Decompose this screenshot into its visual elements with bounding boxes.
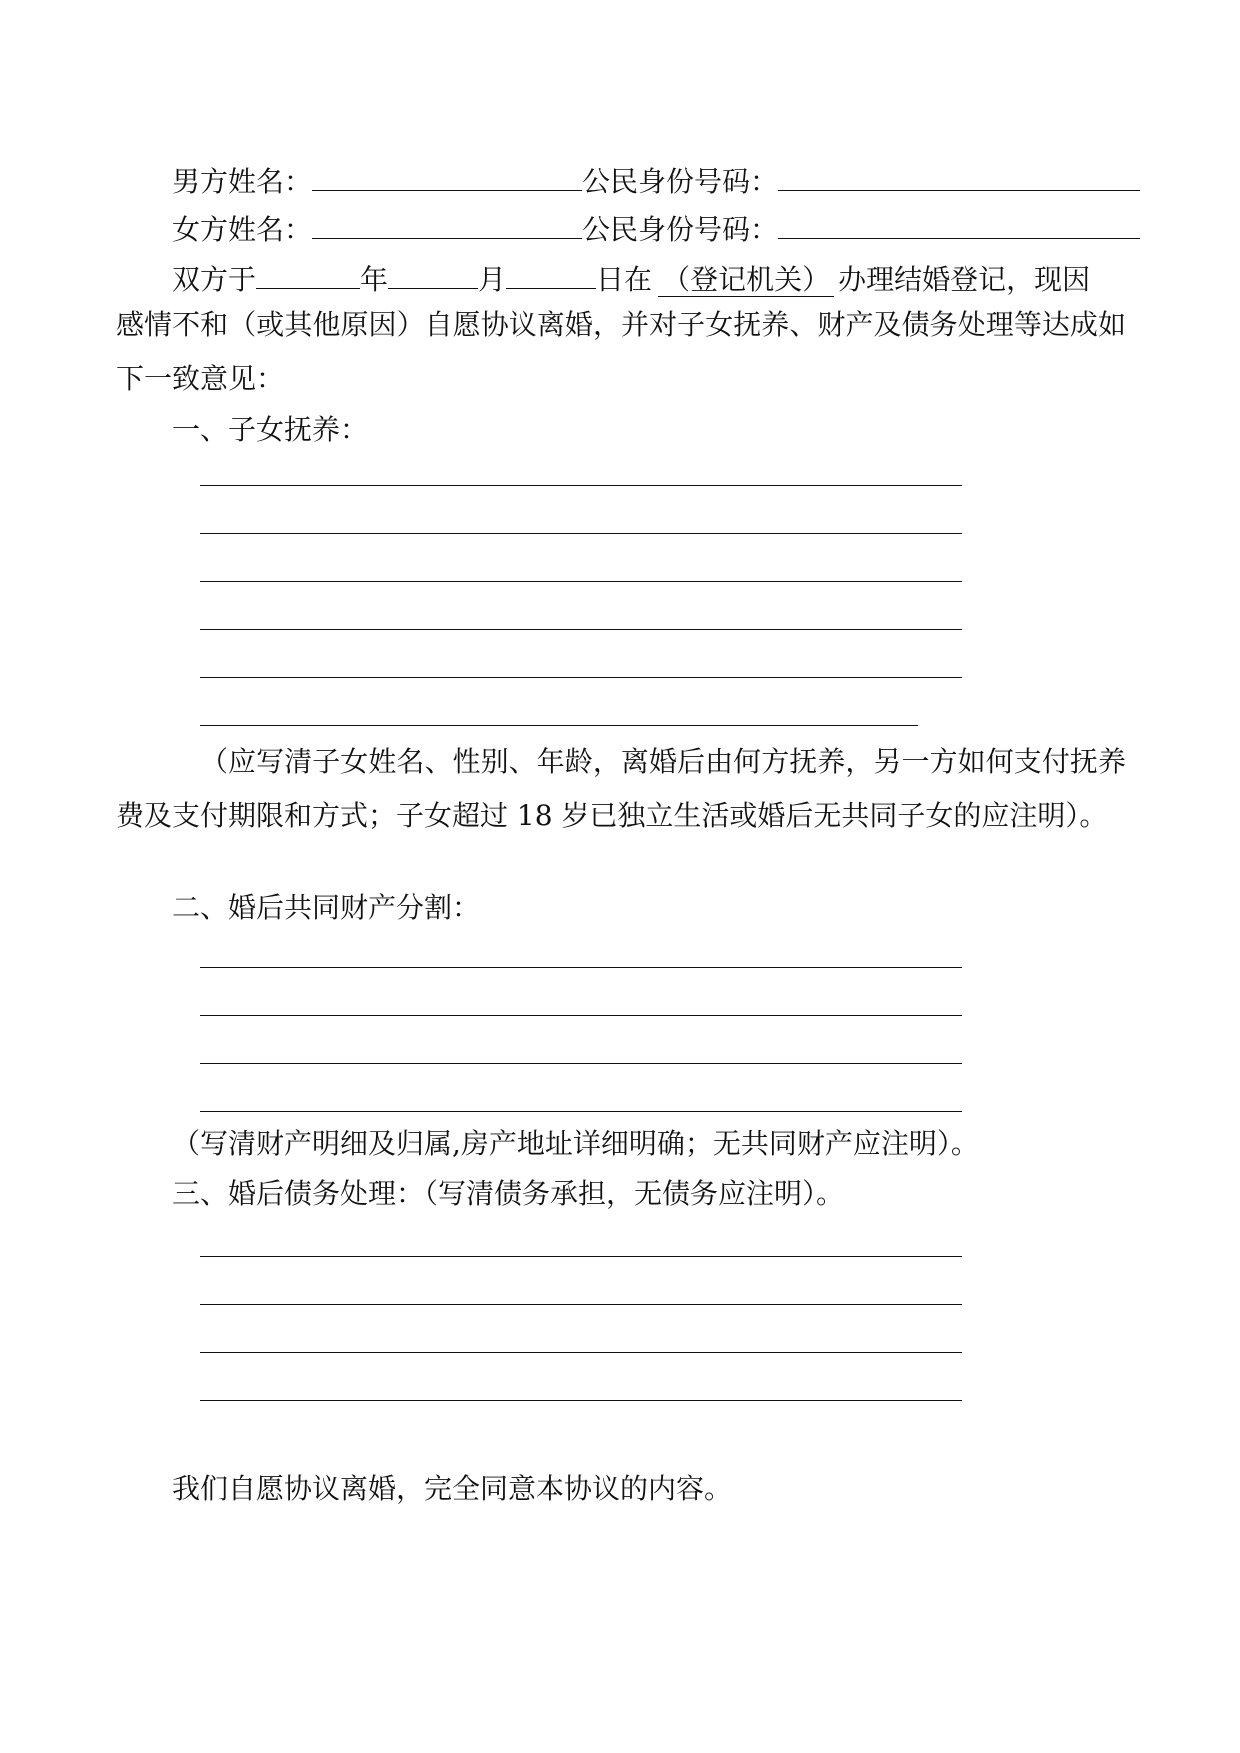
closing-statement: 我们自愿协议离婚，完全同意本协议的内容。 (172, 1472, 733, 1505)
child-answer-line[interactable] (200, 581, 962, 582)
property-answer-line[interactable] (200, 967, 962, 968)
year-field[interactable] (256, 258, 360, 289)
month-field[interactable] (388, 258, 478, 289)
female-id-label: 公民身份号码 (582, 213, 751, 246)
female-id-field[interactable] (778, 208, 1140, 239)
property-answer-line[interactable] (200, 1015, 962, 1016)
property-section-title: 二、婚后共同财产分割： (172, 891, 481, 924)
debt-answer-line[interactable] (200, 1304, 962, 1305)
female-name-label: 女方姓名 (172, 213, 285, 246)
day-field[interactable] (506, 258, 596, 289)
male-info-row (172, 160, 1140, 202)
male-name-field[interactable] (312, 160, 582, 191)
male-id-label: 公民身份号码 (582, 165, 751, 198)
month-label: 月 (478, 263, 507, 296)
child-answer-line[interactable] (200, 485, 962, 486)
marriage-intro-row (172, 258, 1090, 300)
child-answer-line[interactable] (200, 677, 962, 678)
male-id-field[interactable] (778, 160, 1140, 191)
child-answer-line[interactable] (200, 725, 918, 726)
colon: ： (750, 165, 779, 198)
property-note: （写清财产明细及归属,房产地址详细明确；无共同财产应注明）。 (172, 1127, 979, 1160)
registry-field[interactable]: （登记机关） (658, 263, 834, 297)
colon: ： (750, 213, 779, 246)
female-info-row (172, 208, 1140, 250)
female-name-field[interactable] (312, 208, 582, 239)
year-label: 年 (360, 263, 389, 296)
marriage-intro-continuation: 感情不和（或其他原因）自愿协议离婚，并对子女抚养、财产及债务处理等达成如下一致意见： (116, 308, 1126, 395)
day-label: 日在 (596, 263, 653, 296)
marriage-intro-prefix: 双方于 (172, 263, 257, 296)
child-answer-line[interactable] (200, 629, 962, 630)
debt-answer-line[interactable] (200, 1256, 962, 1257)
child-section-title: 一、子女抚养： (172, 413, 369, 446)
colon: ： (284, 165, 313, 198)
debt-section-title: 三、婚后债务处理：（写清债务承担，无债务应注明）。 (172, 1177, 845, 1210)
child-note: （应写清子女姓名、性别、年龄，离婚后由何方抚养，另一方如何支付抚养费及支付期限和方式；子女超过 18 岁已独立生活或婚后无共同子女的应注明）。 (116, 745, 1126, 832)
debt-answer-line[interactable] (200, 1400, 962, 1401)
property-answer-line[interactable] (200, 1111, 962, 1112)
male-name-label: 男方姓名 (172, 165, 285, 198)
debt-answer-line[interactable] (200, 1352, 962, 1353)
marriage-intro-suffix: 办理结婚登记，现因 (838, 263, 1091, 296)
property-answer-line[interactable] (200, 1063, 962, 1064)
colon: ： (284, 213, 313, 246)
child-answer-line[interactable] (200, 533, 962, 534)
